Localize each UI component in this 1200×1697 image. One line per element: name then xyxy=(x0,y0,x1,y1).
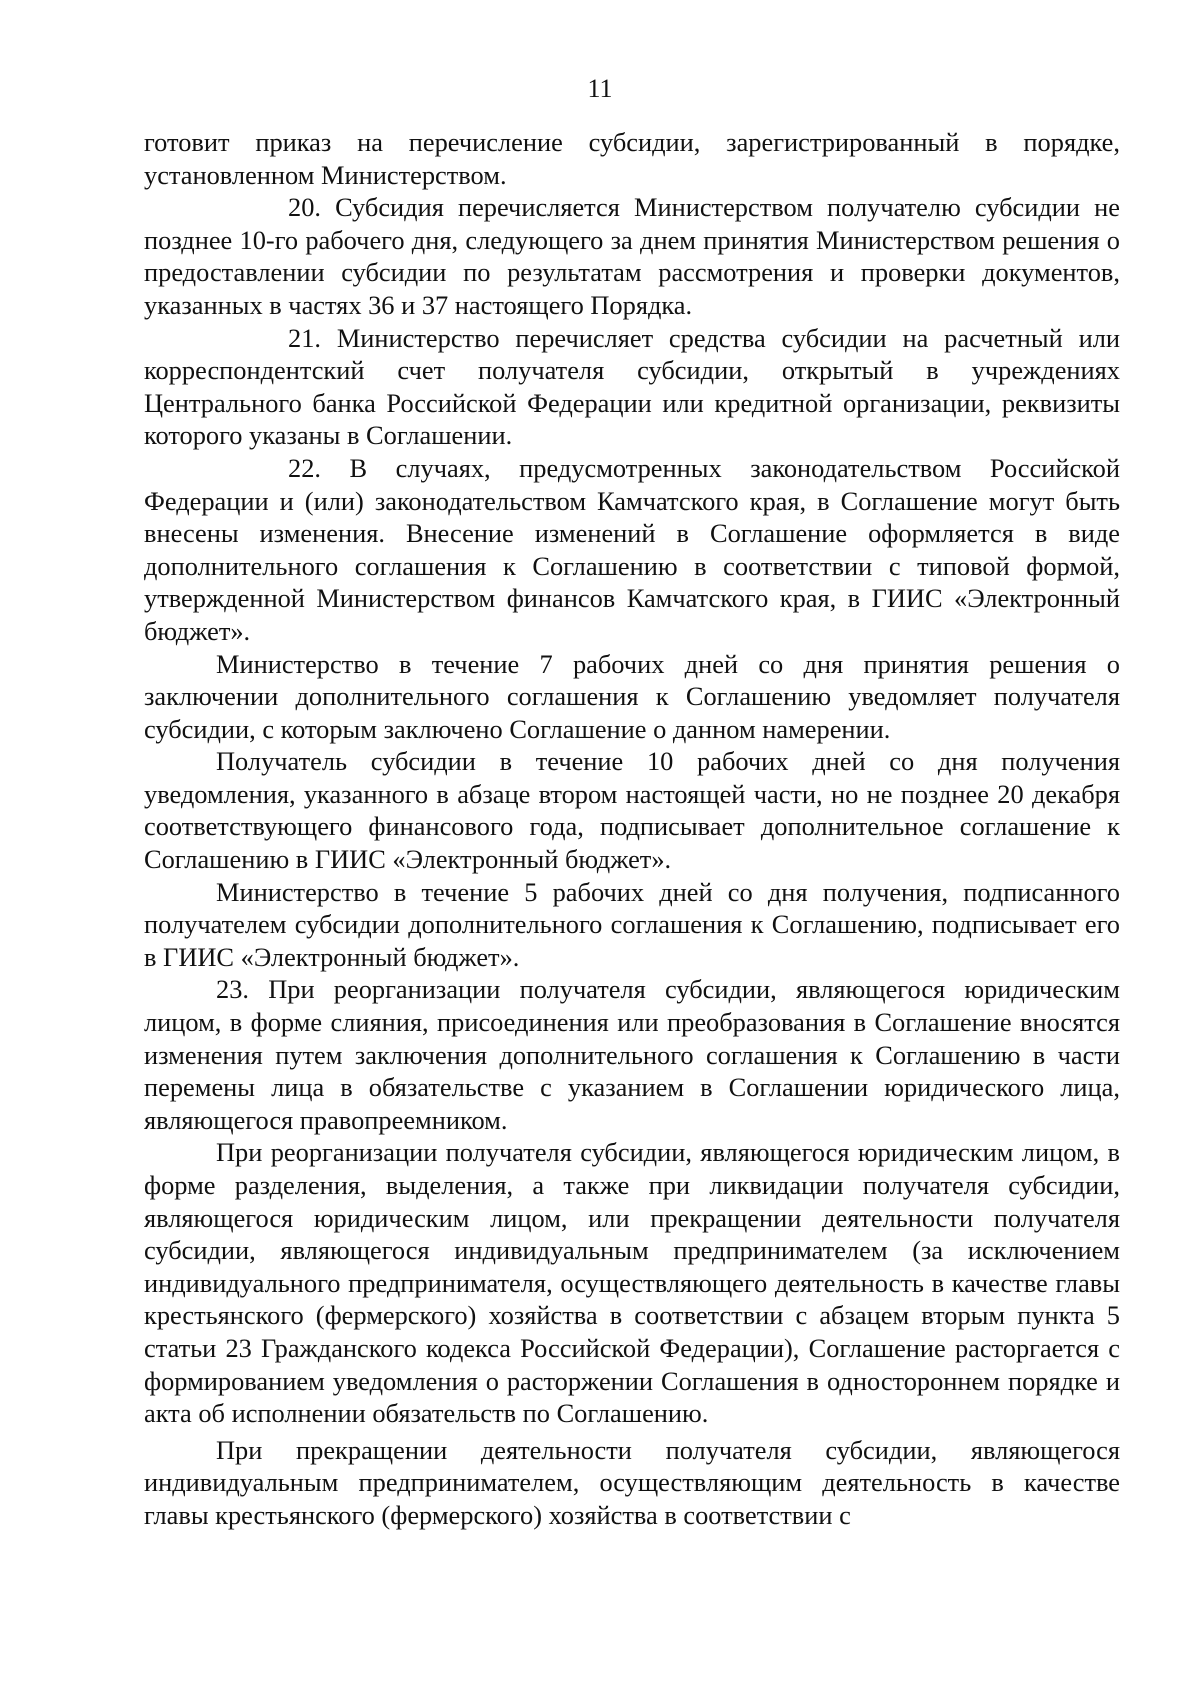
paragraph-continuation: готовит приказ на перечисление субсидии, зарегистрированный в порядке, установленном Министерством. xyxy=(144,127,1120,190)
paragraph-recipient-signing: Получатель субсидии в течение 10 рабочих дней со дня получения уведомления, указанного в абзаце втором настоящей части, но не позднее 20 декабря соответствующего финансового года, подписывает дополнительное соглашение к Соглашению в ГИИС «Электронный бюджет». xyxy=(144,746,1120,875)
item-number: 22. xyxy=(288,452,321,483)
paragraph-text: Министерство перечисляет средства субсидии на расчетный или корреспондентский счет получателя субсидии, открытый в учреждениях Центрального банка Российской Федерации или кредитной организации, реквизиты которого указаны в Соглашении. xyxy=(144,322,1120,451)
paragraph-text: В случаях, предусмотренных законодательством Российской Федерации и (или) законодательством Камчатского края, в Соглашение могут быть внесены изменения. Внесение изменений в Соглашение оформляется в виде дополнительного соглашения к Соглашению в соответствии с типовой формой, утвержденной Министерством финансов Камчатского края, в ГИИС «Электронный бюджет». xyxy=(144,452,1120,646)
paragraph-item-23: 23. При реорганизации получателя субсидии, являющегося юридическим лицом, в форме слияния, присоединения или преобразования в Соглашение вносятся изменения путем заключения дополнительного соглашения к Соглашению в части перемены лица в обязательстве с указанием в Соглашении юридического лица, являющегося правопреемником. xyxy=(144,974,1120,1135)
paragraph-ministry-signing: Министерство в течение 5 рабочих дней со дня получения, подписанного получателем субсидии дополнительного соглашения к Соглашению, подписывает его в ГИИС «Электронный бюджет». xyxy=(144,876,1120,972)
paragraph-termination: При прекращении деятельности получателя субсидии, являющегося индивидуальным предпринимателем, осуществляющим деятельность в качестве главы крестьянского (фермерского) хозяйства в соответствии с xyxy=(144,1434,1120,1530)
document-body xyxy=(144,126,1120,1532)
paragraph-text: Субсидия перечисляется Министерством получателю субсидии не позднее 10-го рабочего дня, следующего за днем принятия Министерством решения о предоставлении субсидии по результатам рассмотрения и проверки документов, указанных в частях 36 и 37 настоящего Порядка. xyxy=(144,192,1120,320)
item-number: 21. xyxy=(288,322,321,353)
paragraph-notification: Министерство в течение 7 рабочих дней со дня принятия решения о заключении дополнительного соглашения к Соглашению уведомляет получателя субсидии, с которым заключено Соглашение о данном намерении. xyxy=(144,648,1120,744)
item-number: 20. xyxy=(288,192,321,223)
paragraph-reorganization: При реорганизации получателя субсидии, являющегося юридическим лицом, в форме разделения, выделения, а также при ликвидации получателя субсидии, являющегося юридическим лицом, или прекращении деятельности получателя субсидии, являющегося индивидуальным предпринимателем (за исключением индивидуального предпринимателя, осуществляющего деятельность в качестве главы крестьянского (фермерского) хозяйства в соответствии с абзацем вторым пункта 5 статьи 23 Гражданского кодекса Российской Федерации), Соглашение расторгается с формированием уведомления о расторжении Соглашения в одностороннем порядке и акта об исполнении обязательств по Соглашению. xyxy=(144,1137,1120,1429)
page-number: 11 xyxy=(587,74,613,103)
paragraph-item-22 xyxy=(144,452,1120,648)
paragraph-item-20 xyxy=(144,191,1120,321)
paragraph-item-21 xyxy=(144,322,1120,452)
